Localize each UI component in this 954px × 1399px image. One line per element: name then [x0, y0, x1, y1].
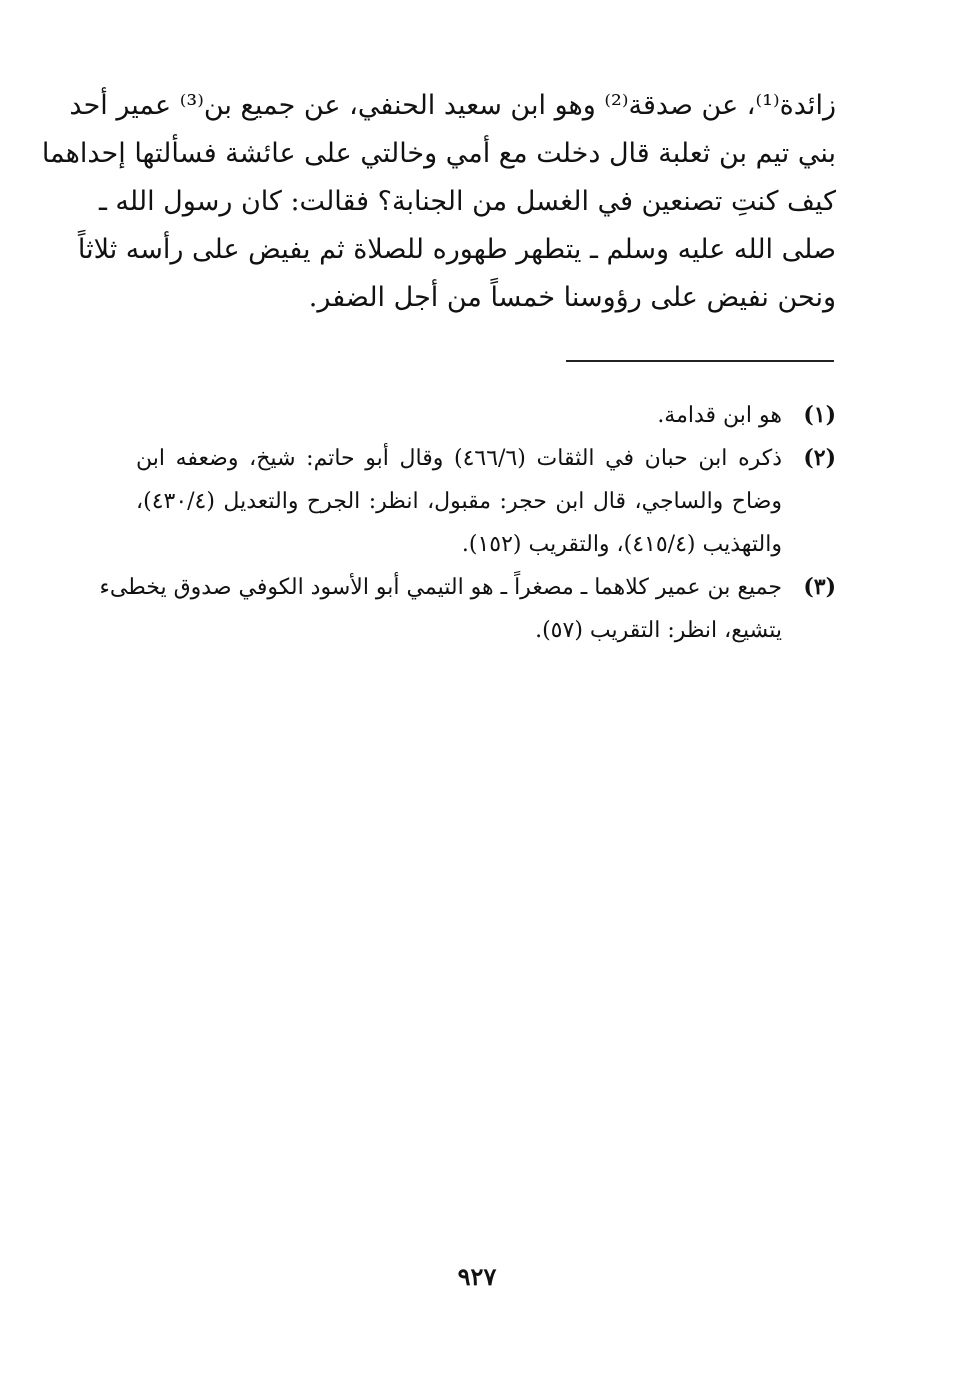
footnote-line: والتهذيب (٤١٥/٤)، والتقريب (١٥٢). — [461, 532, 782, 557]
footnote-body — [136, 394, 782, 437]
footnote-body — [100, 566, 782, 652]
main-text-line: زائدة⁽¹⁾، عن صدقة⁽²⁾ وهو ابن سعيد الحنفي، عن جميع بن⁽³⁾ عمير أحد — [69, 90, 836, 121]
footnote-line: ذكره ابن حبان في الثقات (٤٦٦/٦) وقال أبو حاتم: شيخ، وضعفه ابن — [136, 446, 783, 471]
footnote-line: جميع بن عمير كلاهما ـ مصغراً ـ هو التيمي أبو الأسود الكوفي صدوق يخطىء — [99, 575, 782, 600]
footnote-2 — [136, 437, 836, 566]
footnote-3 — [99, 566, 836, 652]
main-text-line: كيف كنتِ تصنعين في الغسل من الجنابة؟ فقالت: كان رسول الله ـ — [98, 186, 836, 217]
footnote-number: (١) — [803, 402, 836, 428]
footnote-1 — [136, 394, 836, 437]
main-text-line: صلى الله عليه وسلم ـ يتطهر طهوره للصلاة ثم يفيض على رأسه ثلاثاً — [77, 234, 836, 265]
footnote-body — [136, 437, 782, 566]
footnote-line: يتشيع، انظر: التقريب (٥٧). — [535, 618, 782, 643]
footnotes-block — [99, 394, 836, 652]
footnote-number: (٣) — [803, 574, 836, 600]
footnote-separator — [566, 360, 834, 362]
footnote-line: وضاح والساجي، قال ابن حجر: مقبول، انظر: الجرح والتعديل (٤٣٠/٤)، — [136, 489, 782, 514]
footnote-number: (٢) — [803, 445, 836, 471]
main-text-line: بني تيم بن ثعلبة قال دخلت مع أمي وخالتي على عائشة فسألتها إحداهما — [41, 138, 836, 169]
page-number: ٩٢٧ — [457, 1262, 497, 1291]
main-text-line: ونحن نفيض على رؤوسنا خمساً من أجل الضفر. — [308, 282, 836, 313]
footnote-line: هو ابن قدامة. — [657, 403, 782, 428]
main-text-block — [41, 82, 836, 322]
